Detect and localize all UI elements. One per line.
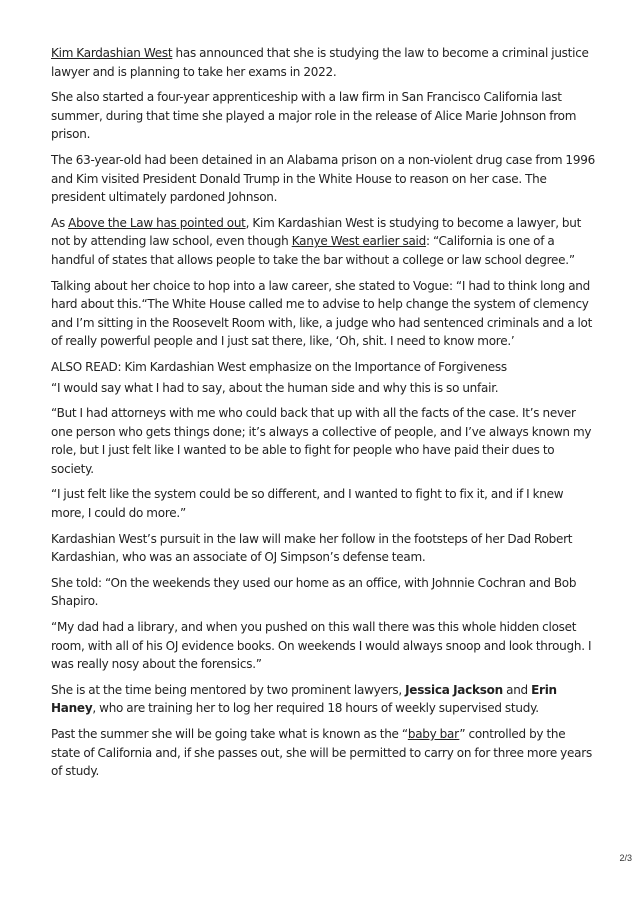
paragraph-13-text-3: , who are training her to log her required 18 hours of weekly supervised study. <box>92 701 539 716</box>
paragraph-9: “I just felt like the system could be so different, and I wanted to fight to fix it, and if I knew more, I could do more.” <box>51 487 564 521</box>
paragraph-14 <box>51 725 596 781</box>
paragraph-12: “My dad had a library, and when you pushed on this wall there was this whole hidden closet room, with all of his OJ evidence books. On weekends I would always snoop and look through. I was really nosy about the forensics.” <box>51 620 592 672</box>
paragraph-4 <box>51 214 596 270</box>
paragraph-7: “I would say what I had to say, about the human side and why this is so unfair. <box>51 380 499 395</box>
also-read-line: ALSO READ: Kim Kardashian West emphasize on the Importance of Forgiveness <box>51 359 507 374</box>
paragraph-4-text-2: , Kim Kardashian West is studying to become a lawyer, but not by attending law school, even though <box>51 215 582 249</box>
above-the-law-link[interactable]: Above the Law has pointed out <box>68 215 246 230</box>
paragraph-13 <box>51 681 596 718</box>
page-number: 2/3 <box>619 853 632 863</box>
kanye-west-said-link[interactable]: Kanye West earlier said <box>291 234 427 249</box>
paragraph-11: She told: “On the weekends they used our home as an office, with Johnnie Cochran and Bob Shapiro. <box>51 575 577 609</box>
paragraph-1 <box>51 44 596 81</box>
paragraph-1-text: has announced that she is studying the law to become a criminal justice lawyer and is planning to take her exams in 2022. <box>51 46 589 79</box>
paragraph-13-text-2: and <box>502 682 532 697</box>
paragraph-4-text-1: As <box>51 215 69 230</box>
paragraph-5: Talking about her choice to hop into a law career, she stated to Vogue: “I had to think long and hard about this.“The White House called me to advise to help change the system of clemency and I’m sitting in the Roosevelt Room with, like, a judge who had sentenced criminals and a lot of really powerful people and I just sat there, like, ‘Oh, shit. I need to know more.’ <box>51 278 593 349</box>
paragraph-8: “But I had attorneys with me who could back that up with all the facts of the case. It’s never one person who gets things done; it’s always a collective of people, and I’ve always known my role, but I just felt like I wanted to be able to fight for people who have paid their dues to society. <box>51 406 592 476</box>
baby-bar-link[interactable]: baby bar <box>407 727 460 741</box>
jessica-jackson-name: Jessica Jackson <box>405 682 503 697</box>
paragraph-3: The 63-year-old had been detained in an Alabama prison on a non-violent drug case from 1996 and Kim visited President Donald Trump in the White House to reason on her case. The president ultimately pardoned Johnson. <box>51 152 595 205</box>
kim-kardashian-west-link[interactable]: Kim Kardashian West <box>51 46 173 60</box>
paragraph-14-text-2: ” controlled by the state of California and, if she passes out, she will be permitted to carry on for three more years of study. <box>51 727 592 779</box>
paragraph-14-text-1: Past the summer she will be going take what is known as the “ <box>51 727 408 741</box>
paragraph-13-text-1: She is at the time being mentored by two prominent lawyers, <box>51 682 406 697</box>
article-body <box>51 44 596 788</box>
paragraph-10: Kardashian West’s pursuit in the law will make her follow in the footsteps of her Dad Robert Kardashian, who was an associate of OJ Simpson’s defense team. <box>51 531 573 565</box>
paragraph-2: She also started a four-year apprenticeship with a law firm in San Francisco California last summer, during that time she played a major role in the release of Alice Marie Johnson from prison. <box>51 90 577 142</box>
erin-haney-name: Erin Haney <box>51 682 557 716</box>
paragraph-4-text-3: : “California is one of a handful of states that allows people to take the bar without a college or law school degree.” <box>51 234 575 267</box>
